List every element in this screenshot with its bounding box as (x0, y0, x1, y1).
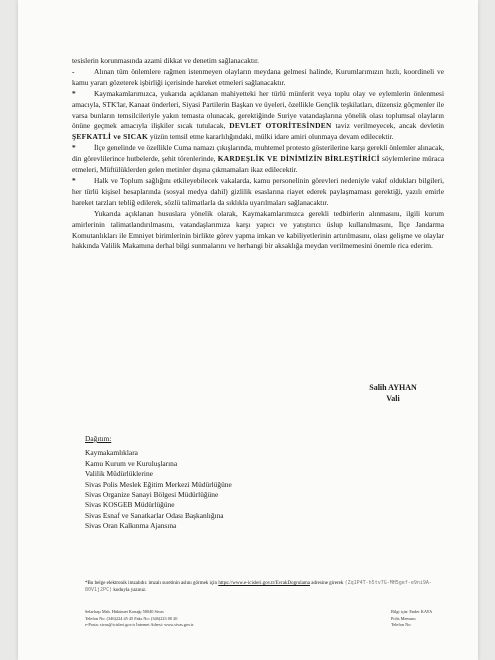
footer-contact-phone: Telefon No: (391, 622, 412, 628)
footer-contact-person: Bilgi için: Ender KAYA (391, 609, 433, 614)
signatory-name: Salih AYHAN (369, 383, 417, 392)
distribution-heading: Dağıtım: (85, 434, 112, 443)
emphasis-sefkatli-sicak: ŞEFKATLİ ve SICAK (72, 132, 149, 142)
footer-contact (85, 609, 194, 629)
asterisk-bullet: * (72, 143, 76, 153)
verification-link[interactable]: https://www.e-icisleri.gov.tr/EvrakDogrulama (218, 581, 311, 586)
paragraph-5: * Halk ve Toplum sağlığını etkileyebilecek vakalarda, kamu personelinin görevleri nedeniyle vakıf oldukları bilgileri, her türlü kişisel hesaplarında (sosyal medya dahil) gizlilik esaslarına riayet ederek paylaşmaması gerektiği, yazılı emirle hareket tarzları tebliğ edilerek, sözlü talimatlarla da sıklıkla uyarılmaları sağlanacaktır. (72, 175, 444, 207)
document-page (18, 0, 478, 660)
paragraph-2: - Alınan tüm önlemlere rağmen istenmeyen olayların meydana gelmesi halinde, Kurumlarımızın hızlı, koordineli ve kamu yararı gözeterek işbirliği içerisinde hareket etmeleri sağlanacaktır. (72, 66, 444, 87)
distribution-item: Sivas Organize Sanayi Bölgesi Müdürlüğüne (85, 490, 219, 500)
emphasis-kardeslik: KARDEŞLİK VE DİNİMİZİN BİRLEŞTİRİCİ (217, 154, 380, 164)
footer-contact-role: Polis Memuru (391, 615, 416, 621)
footer-address: Selarbaşı Mah. Hükümet Konağı 58040 Sivas (85, 609, 164, 614)
distribution-item: Kaymakamlıklara (85, 448, 138, 458)
distribution-item: Sivas Esnaf ve Sanatkarlar Odası Başkanlığına (85, 510, 224, 520)
distribution-item: Kamu Kurum ve Kuruluşlarına (85, 458, 178, 468)
footer-info (391, 609, 432, 629)
distribution-item: Sivas Polis Meslek Eğitim Merkezi Müdürlüğüne (85, 479, 232, 489)
dash-bullet: - (72, 66, 75, 76)
distribution-list (85, 434, 232, 532)
distribution-item: Sivas KOSGEB Müdürlüğüne (85, 500, 175, 510)
asterisk-bullet: * (72, 88, 76, 98)
letter-body (72, 56, 444, 252)
distribution-item: Sivas Oran Kalkınma Ajansına (85, 521, 177, 531)
paragraph-3: * Kaymakamlarımızca, yukarıda açıklanan mahiyetteki her türlü münferit veya toplu olay ve eylemlerin önlenmesi amacıyla, STK'lar, Kanaat önderleri, Siyasi Partilerin Başkan ve üyeleri, özellikle Gençlik teşkilatları, düzensiz göçmenler ile varsa bunların temsilcileriyle yakın temasta olunacak, gerektiğinde Suriye vatandaşlarına yönelik olası toplumsal olayların önüne geçmek amacıyla ilişkiler sıcak tutulacak, DEVLET OTORİTESİNDEN taviz verilmeyecek, ancak devletin ŞEFKATLİ ve SICAK yüzün temsil etme kararlılığındaki, mülki idare amiri olunmaya devam edilecektir. (72, 88, 444, 142)
paragraph-1: tesislerin korunmasında azami dikkat ve denetim sağlanacaktır. (72, 56, 259, 65)
footer-phone: Telefon No: (346)224 45 45 Faks No: (346)223 00 20 (85, 615, 178, 621)
asterisk-bullet: * (72, 175, 76, 185)
paragraph-6: Yukarıda açıklanan hususlara yönelik olarak, Kaymakamlarımızca gerekli tedbirlerin alınmasını, ilgili kurum amirlerinin talimatlandırılmasını, vatandaşlarımıza karşı yapıcı ve yatıştırıcı üslup kullanılmasını, İlçe Jandarma Komutanlıkları ile Emniyet birimlerinin birlikte görev yapma imkan ve kabiliyetlerinin artırılmasını, olası gelişme ve olaylar hakkında Valilik Makamına derhal bilgi sunmalarını ve herhangi bir aksaklığa meydan verilmemesini önemle rica ederim. (72, 208, 444, 251)
distribution-item: Valilik Müdürlüklerine (85, 469, 153, 479)
emphasis-devlet-otoritesi: DEVLET OTORİTESİNDEN (229, 121, 332, 131)
signatory-title: Vali (386, 394, 400, 403)
verification-code: (Zq1P4T-h5tv7G-MH5gef-e9ni9A-80V1j2PC) (85, 580, 432, 593)
paragraph-4: * İlçe genelinde ve özellikle Cuma namazı çıkışlarında, muhtemel protesto gösterilerine karşı gerekli önlemler alınacak, din görevlilerince hutbelerde, şehit törenlerinde, KARDEŞLİK VE DİNİMİZİN BİRLEŞTİRİCİ söylemlerine müraca etmeleri, Müftülüklerden gelen metinler dışına çıkmamaları ikaz edilecektir. (72, 143, 445, 175)
signature-block (348, 382, 438, 404)
footer-email[interactable]: e-Posta: sivas@icisleri.gov.tr İnternet Adresi: www.sivas.gov.tr (85, 622, 194, 628)
e-signature-note: *Bu belge elektronik imzalıdır. imzalı suretinin aslını görmek için https://www.e-icisleri.gov.tr/EvrakDogrulama adresine girerek (Zq1P4T-h5tv7G-MH5gef-e9ni9A-80V1j2PC) koduyla yazınız. (85, 580, 432, 593)
